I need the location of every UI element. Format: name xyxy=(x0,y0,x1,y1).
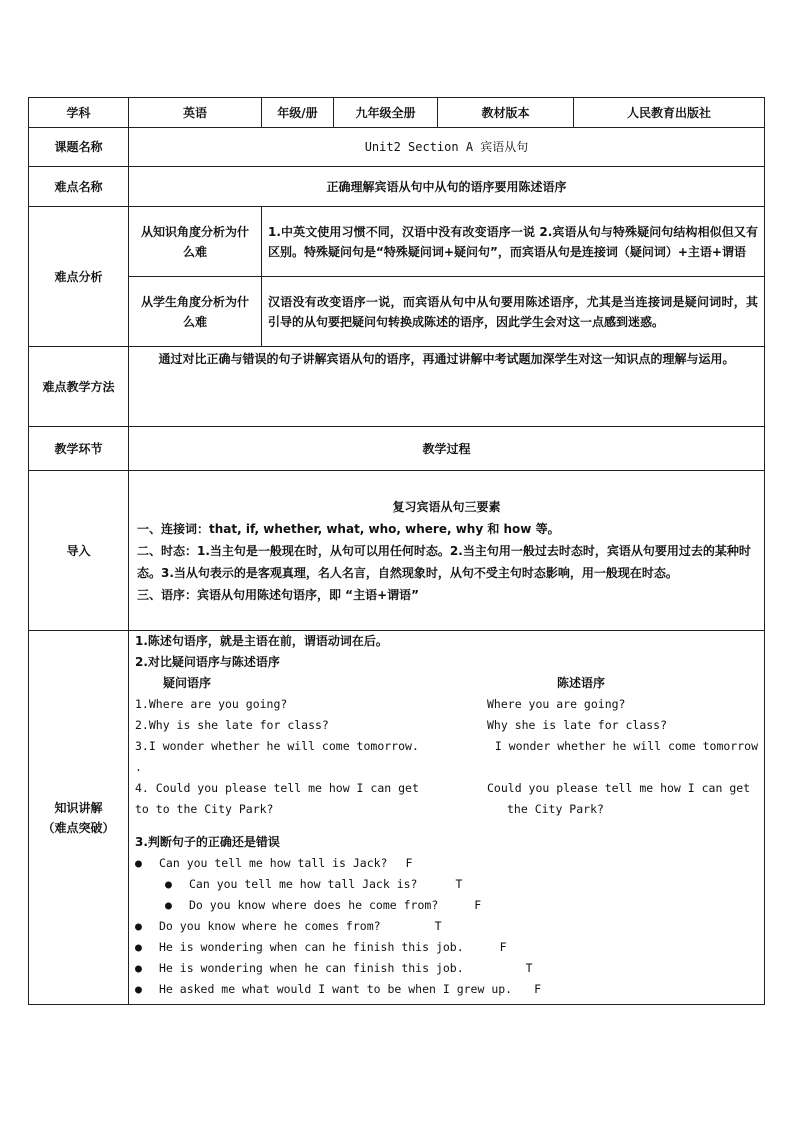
judge-mark: F xyxy=(474,898,482,912)
judge-item xyxy=(135,916,758,937)
intro-line-tense: 二、时态：1.当主句是一般现在时，从句可以用任何时态。2.当主句用一般过去时态时，宾语从句要用过去的某种时态。3.当从句表示的是客观真理，名人名言，自然现象时，从句不受主句时态影响，用一般现在时态。 xyxy=(137,543,751,580)
judge-mark: F xyxy=(499,940,507,954)
lesson-name-row xyxy=(29,128,765,167)
difficulty-row xyxy=(29,167,765,207)
knowledge-label-top: 知识讲解 xyxy=(54,800,103,815)
judge-item xyxy=(135,895,758,916)
question-order-heading: 疑问语序 xyxy=(163,676,212,690)
method-text: 通过对比正确与错误的句子讲解宾语从句的语序，再通过讲解中考试题加深学生对这一知识点的理解与运用。 xyxy=(129,347,765,427)
spacer xyxy=(135,820,758,832)
judge-mark: F xyxy=(534,982,542,996)
compare-pair-continued xyxy=(135,799,758,820)
judge-mark: T xyxy=(455,877,463,891)
difficulty-value: 正确理解宾语从句中从句的语序要用陈述语序 xyxy=(129,167,765,207)
statement-sentence: Could you please tell me how I can get xyxy=(487,781,751,795)
method-label: 难点教学方法 xyxy=(29,347,129,427)
judge-item xyxy=(135,874,758,895)
statement-order-heading: 陈述语序 xyxy=(557,676,606,690)
point-2: 2.对比疑问语序与陈述语序 xyxy=(135,655,280,669)
student-angle-label: 从学生角度分析为什么难 xyxy=(129,277,262,347)
judge-sentence: Do you know where he comes from? xyxy=(159,919,381,933)
header-row xyxy=(29,98,765,128)
grade-label: 年级/册 xyxy=(262,98,334,128)
knowledge-label-bottom: （难点突破） xyxy=(42,820,115,835)
bullet-icon: ● xyxy=(135,940,142,954)
student-angle-text: 汉语没有改变语序一说，而宾语从句中从句要用陈述语序，尤其是当连接词是疑问词时，其引导的从句要把疑问句转换成陈述的语序，因此学生会对这一点感到迷惑。 xyxy=(262,277,765,347)
question-sentence: 1.Where are you going? xyxy=(135,697,288,711)
intro-label: 导入 xyxy=(29,471,129,631)
knowledge-angle-text: 1.中英文使用习惯不同，汉语中没有改变语序一说 2.宾语从句与特殊疑问句结构相似但又有区别。特殊疑问句是“特殊疑问词+疑问句”，而宾语从句是连接词（疑问词）+主语+谓语 xyxy=(262,207,765,277)
judge-mark: T xyxy=(434,919,442,933)
compare-pair xyxy=(135,778,758,799)
question-sentence: 4. Could you please tell me how I can get xyxy=(135,781,419,795)
question-sentence: 2.Why is she late for class? xyxy=(135,718,329,732)
compare-pair xyxy=(135,736,758,757)
bullet-icon: ● xyxy=(135,982,142,996)
judge-item xyxy=(135,979,758,1000)
judge-mark: F xyxy=(405,856,413,870)
stage-label: 教学环节 xyxy=(29,427,129,471)
knowledge-content xyxy=(129,631,765,1005)
intro-content xyxy=(129,471,765,631)
wrapped-period: . xyxy=(135,760,142,774)
intro-line-connectives: 一、连接词：that, if, whether, what, who, where, why 和 how 等。 xyxy=(137,521,560,536)
grade-value: 九年级全册 xyxy=(334,98,438,128)
process-label: 教学过程 xyxy=(129,427,765,471)
judge-sentence: He is wondering when he can finish this job. xyxy=(159,961,464,975)
judge-sentence: He is wondering when can he finish this job. xyxy=(159,940,464,954)
method-row xyxy=(29,347,765,427)
process-header-row xyxy=(29,427,765,471)
analysis-student-row xyxy=(29,277,765,347)
question-sentence-cont: to to the City Park? xyxy=(135,802,274,816)
analysis-label: 难点分析 xyxy=(29,207,129,347)
bullet-icon: ● xyxy=(135,856,142,870)
point-1: 1.陈述句语序，就是主语在前，谓语动词在后。 xyxy=(135,634,388,648)
bullet-icon: ● xyxy=(165,898,172,912)
judge-sentence: Do you know where does he come from? xyxy=(189,898,439,912)
question-sentence: 3.I wonder whether he will come tomorrow. xyxy=(135,739,419,753)
knowledge-row xyxy=(29,631,765,1005)
compare-pair xyxy=(135,715,758,736)
knowledge-angle-label: 从知识角度分析为什么难 xyxy=(129,207,262,277)
bullet-icon: ● xyxy=(165,877,172,891)
analysis-knowledge-row xyxy=(29,207,765,277)
judge-item xyxy=(135,958,758,979)
bullet-icon: ● xyxy=(135,919,142,933)
judge-sentence: Can you tell me how tall Jack is? xyxy=(189,877,418,891)
statement-sentence-cont: the City Park? xyxy=(507,802,604,816)
difficulty-label: 难点名称 xyxy=(29,167,129,207)
compare-header xyxy=(135,673,758,694)
subject-value: 英语 xyxy=(129,98,262,128)
judge-sentence: Can you tell me how tall is Jack? xyxy=(159,856,388,870)
judge-item xyxy=(135,937,758,958)
judge-sentence: He asked me what would I want to be when I grew up. xyxy=(159,982,513,996)
bullet-icon: ● xyxy=(135,961,142,975)
statement-sentence: Why she is late for class? xyxy=(487,718,668,732)
point-3: 3.判断句子的正确还是错误 xyxy=(135,835,280,849)
intro-line-order: 三、语序：宾语从句用陈述句语序，即 “主语+谓语” xyxy=(137,587,420,602)
lesson-plan-table xyxy=(28,97,765,1005)
judge-mark: T xyxy=(525,961,533,975)
subject-label: 学科 xyxy=(29,98,129,128)
edition-label: 教材版本 xyxy=(438,98,574,128)
statement-sentence: Where you are going? xyxy=(487,697,626,711)
statement-sentence: I wonder whether he will come tomorrow xyxy=(494,739,758,753)
intro-row xyxy=(29,471,765,631)
lesson-name-label: 课题名称 xyxy=(29,128,129,167)
intro-title: 复习宾语从句三要素 xyxy=(392,499,501,514)
edition-value: 人民教育出版社 xyxy=(574,98,765,128)
knowledge-label xyxy=(29,631,129,1005)
lesson-name-value: Unit2 Section A 宾语从句 xyxy=(129,128,765,167)
compare-pair xyxy=(135,694,758,715)
judge-item xyxy=(135,853,758,874)
